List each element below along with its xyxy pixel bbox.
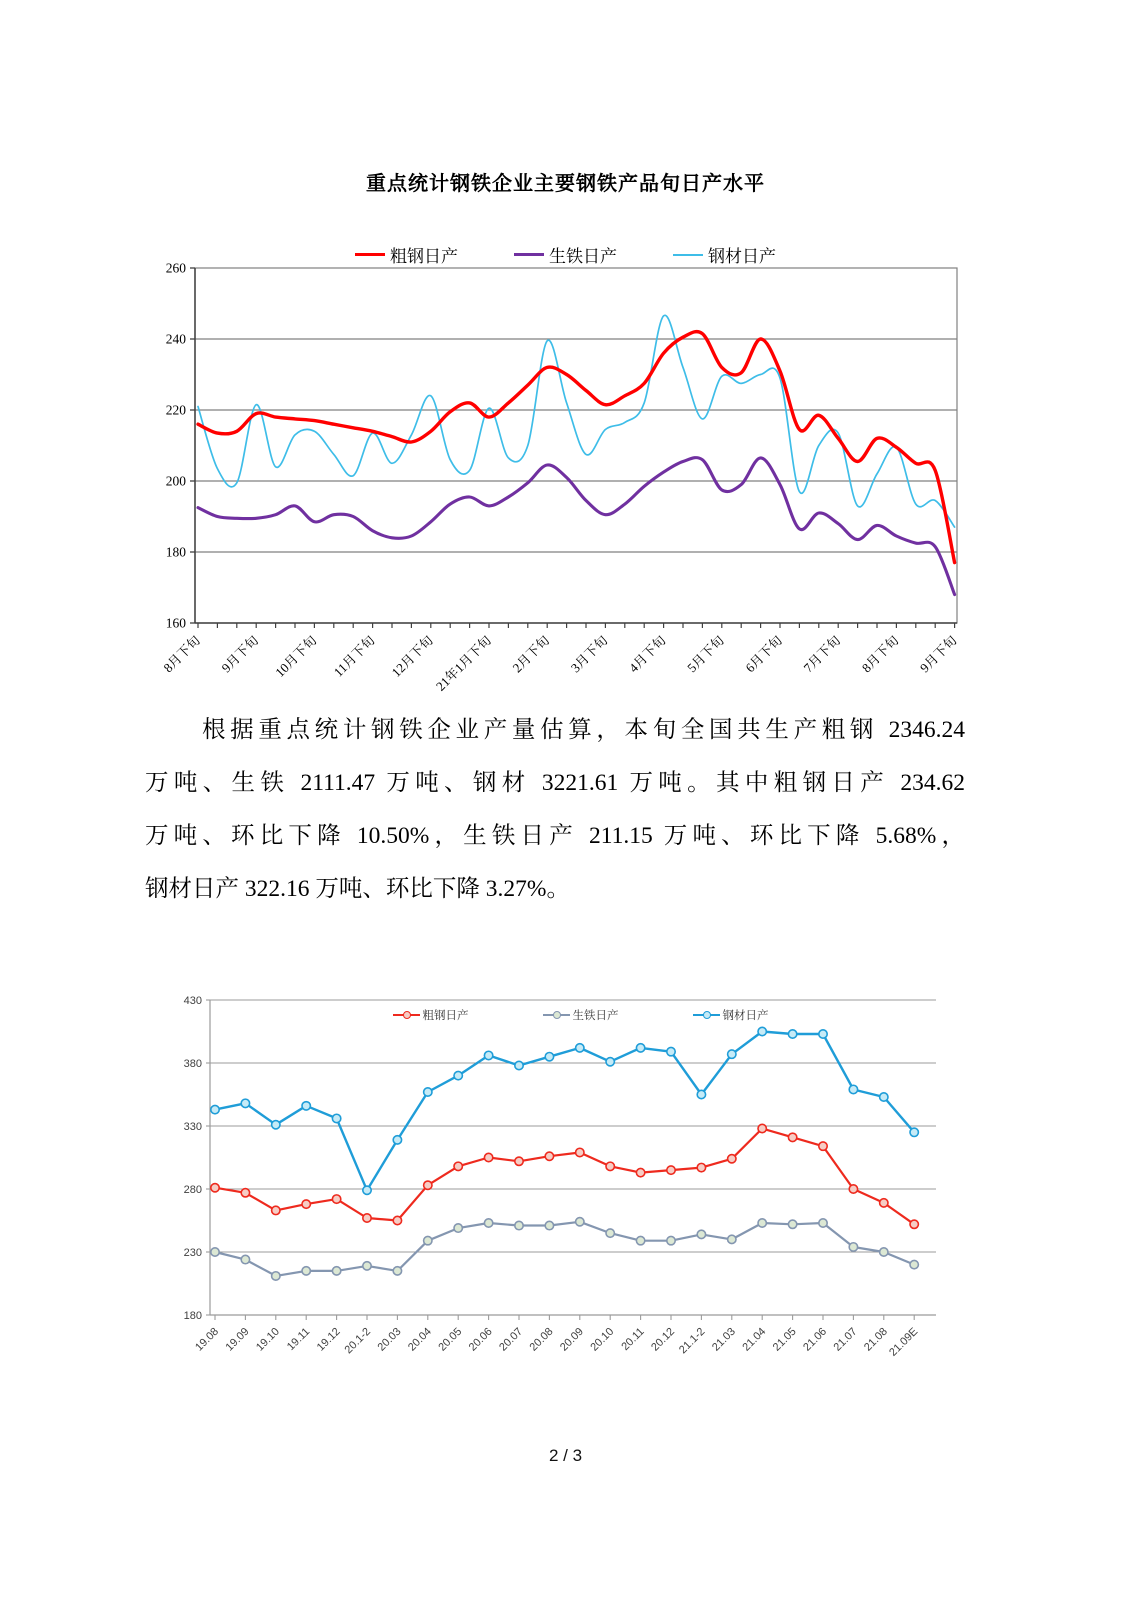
y-tick-label: 380 [183,1058,202,1070]
chart2-marker-pig-iron [910,1260,918,1268]
chart2-marker-crude-steel [454,1162,462,1170]
chart2-marker-steel-products [272,1121,280,1129]
x-tick-label: 19.09 [223,1325,252,1354]
chart2-marker-pig-iron [393,1267,401,1275]
chart2-marker-steel-products [484,1051,492,1059]
paragraph-line: 万吨、环比下降 10.50%，生铁日产 211.15 万吨、环比下降 5.68%， [145,823,965,849]
x-tick-label: 20.06 [466,1325,495,1354]
x-tick-label: 8月下旬 [160,632,204,676]
legend-label: 粗钢日产 [422,1010,469,1022]
x-tick-label: 21.1-2 [676,1325,708,1357]
x-tick-label: 21.08 [861,1325,890,1354]
chart2-line-crude-steel [215,1129,914,1225]
paragraph-line: 钢材日产 322.16 万吨、环比下降 3.27%。 [145,876,570,902]
x-tick-label: 21.07 [831,1325,860,1354]
legend-item-steel-products [693,1007,769,1023]
chart2-marker-pig-iron [697,1230,705,1238]
x-tick-label: 9月下旬 [916,632,960,676]
chart2-marker-steel-products [758,1027,766,1035]
chart2-marker-crude-steel [849,1185,857,1193]
x-tick-label: 11月下旬 [330,632,378,680]
x-tick-label: 10月下旬 [272,632,320,680]
x-tick-label: 20.04 [405,1325,434,1354]
x-tick-label: 21.04 [740,1325,769,1354]
y-tick-label: 200 [165,473,186,489]
chart2-marker-steel-products [211,1105,219,1113]
x-tick-label: 4月下旬 [625,632,669,676]
chart2-marker-pig-iron [667,1236,675,1244]
y-tick-label: 220 [165,402,186,418]
chart2-marker-pig-iron [788,1220,796,1228]
chart2-legend [30,1007,1131,1023]
x-tick-label: 21年1月下旬 [432,632,495,694]
chart2-marker-pig-iron [272,1272,280,1280]
x-tick-label: 9月下旬 [218,632,262,676]
chart1-title: 重点统计钢铁企业主要钢铁产品旬日产水平 [366,173,765,195]
chart2-marker-steel-products [728,1050,736,1058]
x-tick-label: 19.10 [253,1325,282,1354]
legend-label: 钢材日产 [708,247,776,266]
y-tick-label: 180 [183,1310,202,1322]
chart2-marker-crude-steel [788,1133,796,1141]
x-tick-label: 21.09E [887,1325,921,1359]
chart2-marker-crude-steel [424,1181,432,1189]
paragraph-line: 根据重点统计钢铁企业产量估算，本旬全国共生产粗钢 2346.24 [202,717,965,743]
x-tick-label: 19.12 [314,1325,343,1354]
chart2-marker-pig-iron [241,1255,249,1263]
legend-label: 钢材日产 [722,1010,769,1022]
chart2-line-steel-products [215,1032,914,1191]
chart2-marker-pig-iron [454,1224,462,1232]
chart2-marker-crude-steel [910,1220,918,1228]
chart2-marker-pig-iron [819,1219,827,1227]
chart2-marker-pig-iron [515,1221,523,1229]
chart2-marker-crude-steel [484,1153,492,1161]
x-tick-label: 20.11 [619,1325,647,1354]
chart2-marker-steel-products [363,1186,371,1194]
x-tick-label: 20.05 [436,1325,465,1354]
chart2-marker-steel-products [393,1136,401,1144]
x-tick-label: 21.05 [770,1325,799,1354]
x-tick-label: 20.1-2 [342,1325,374,1357]
y-tick-label: 180 [165,544,186,560]
chart2-marker-pig-iron [302,1267,310,1275]
y-tick-label: 260 [165,260,186,276]
chart2-marker-crude-steel [880,1199,888,1207]
legend-label: 生铁日产 [549,247,617,266]
chart2 [184,995,936,1359]
x-tick-label: 20.07 [497,1325,526,1354]
chart2-marker-steel-products [241,1099,249,1107]
x-tick-label: 20.08 [527,1325,556,1354]
chart2-marker-steel-products [697,1090,705,1098]
chart2-marker-steel-products [332,1114,340,1122]
steel-products-marker-swatch [693,1011,720,1020]
chart2-marker-crude-steel [667,1166,675,1174]
chart2-marker-steel-products [576,1044,584,1052]
chart2-marker-crude-steel [302,1200,310,1208]
page-number: 2 / 3 [548,1446,583,1465]
chart2-marker-crude-steel [393,1216,401,1224]
chart2-marker-steel-products [545,1053,553,1061]
y-tick-label: 160 [165,615,186,631]
x-tick-label: 20.12 [649,1325,678,1354]
x-tick-label: 5月下旬 [684,632,727,676]
chart2-marker-crude-steel [332,1195,340,1203]
chart2-marker-steel-products [606,1058,614,1066]
chart2-marker-crude-steel [363,1214,371,1222]
chart2-marker-steel-products [636,1044,644,1052]
paragraph-line: 万吨、生铁 2111.47 万吨、钢材 3221.61 万吨。其中粗钢日产 234.62 [145,770,965,796]
chart2-marker-steel-products [849,1085,857,1093]
x-tick-label: 2月下旬 [509,632,553,676]
chart2-marker-crude-steel [576,1148,584,1156]
chart2-marker-pig-iron [636,1236,644,1244]
chart2-marker-pig-iron [606,1229,614,1237]
legend-item-pig-iron [543,1007,619,1023]
legend-item-crude-steel [393,1007,469,1023]
x-tick-label: 20.10 [588,1325,617,1354]
chart2-marker-crude-steel [606,1162,614,1170]
y-tick-label: 230 [183,1247,202,1259]
y-tick-label: 240 [165,331,186,347]
chart2-marker-pig-iron [332,1267,340,1275]
crude-steel-marker-swatch [393,1011,420,1020]
chart2-marker-pig-iron [363,1262,371,1270]
y-tick-label: 280 [183,1184,202,1196]
y-tick-label: 330 [183,1121,202,1133]
x-tick-label: 19.08 [193,1325,222,1354]
chart2-marker-crude-steel [728,1155,736,1163]
chart2-marker-steel-products [302,1102,310,1110]
chart2-marker-steel-products [667,1047,675,1055]
x-tick-label: 7月下旬 [800,632,844,676]
chart2-marker-crude-steel [697,1163,705,1171]
chart2-marker-crude-steel [272,1206,280,1214]
x-tick-label: 12月下旬 [388,632,436,680]
chart2-marker-crude-steel [241,1189,249,1197]
chart2-marker-pig-iron [880,1248,888,1256]
chart2-marker-pig-iron [849,1243,857,1251]
x-tick-label: 21.06 [801,1325,830,1354]
chart2-marker-steel-products [910,1128,918,1136]
chart2-marker-steel-products [819,1030,827,1038]
chart2-marker-pig-iron [758,1219,766,1227]
x-tick-label: 6月下旬 [742,632,786,676]
chart2-marker-steel-products [454,1071,462,1079]
chart2-marker-pig-iron [484,1219,492,1227]
y-tick-label: 430 [183,995,202,1007]
x-tick-label: 20.03 [375,1325,404,1354]
chart2-marker-pig-iron [728,1235,736,1243]
chart2-marker-steel-products [788,1030,796,1038]
x-tick-label: 21.03 [709,1325,738,1354]
chart2-marker-steel-products [424,1088,432,1096]
chart2-marker-crude-steel [515,1157,523,1165]
x-tick-label: 19.11 [284,1325,313,1354]
x-tick-label: 8月下旬 [858,632,902,676]
chart2-marker-crude-steel [211,1184,219,1192]
legend-label: 生铁日产 [572,1010,619,1022]
chart2-marker-crude-steel [758,1124,766,1132]
chart2-line-pig-iron [215,1222,914,1276]
chart2-marker-crude-steel [636,1168,644,1176]
pig-iron-marker-swatch [543,1011,570,1020]
x-tick-label: 3月下旬 [567,632,611,676]
legend-label: 粗钢日产 [390,247,458,266]
chart2-marker-steel-products [515,1061,523,1069]
chart1-line-pig-iron [198,458,955,595]
chart2-marker-pig-iron [576,1218,584,1226]
chart2-marker-crude-steel [819,1142,827,1150]
chart2-marker-steel-products [880,1093,888,1101]
body-paragraph [145,704,965,916]
chart2-marker-pig-iron [211,1248,219,1256]
chart1 [160,261,959,694]
chart2-marker-crude-steel [545,1152,553,1160]
chart2-marker-pig-iron [424,1236,432,1244]
chart2-marker-pig-iron [545,1221,553,1229]
x-tick-label: 20.09 [557,1325,586,1354]
